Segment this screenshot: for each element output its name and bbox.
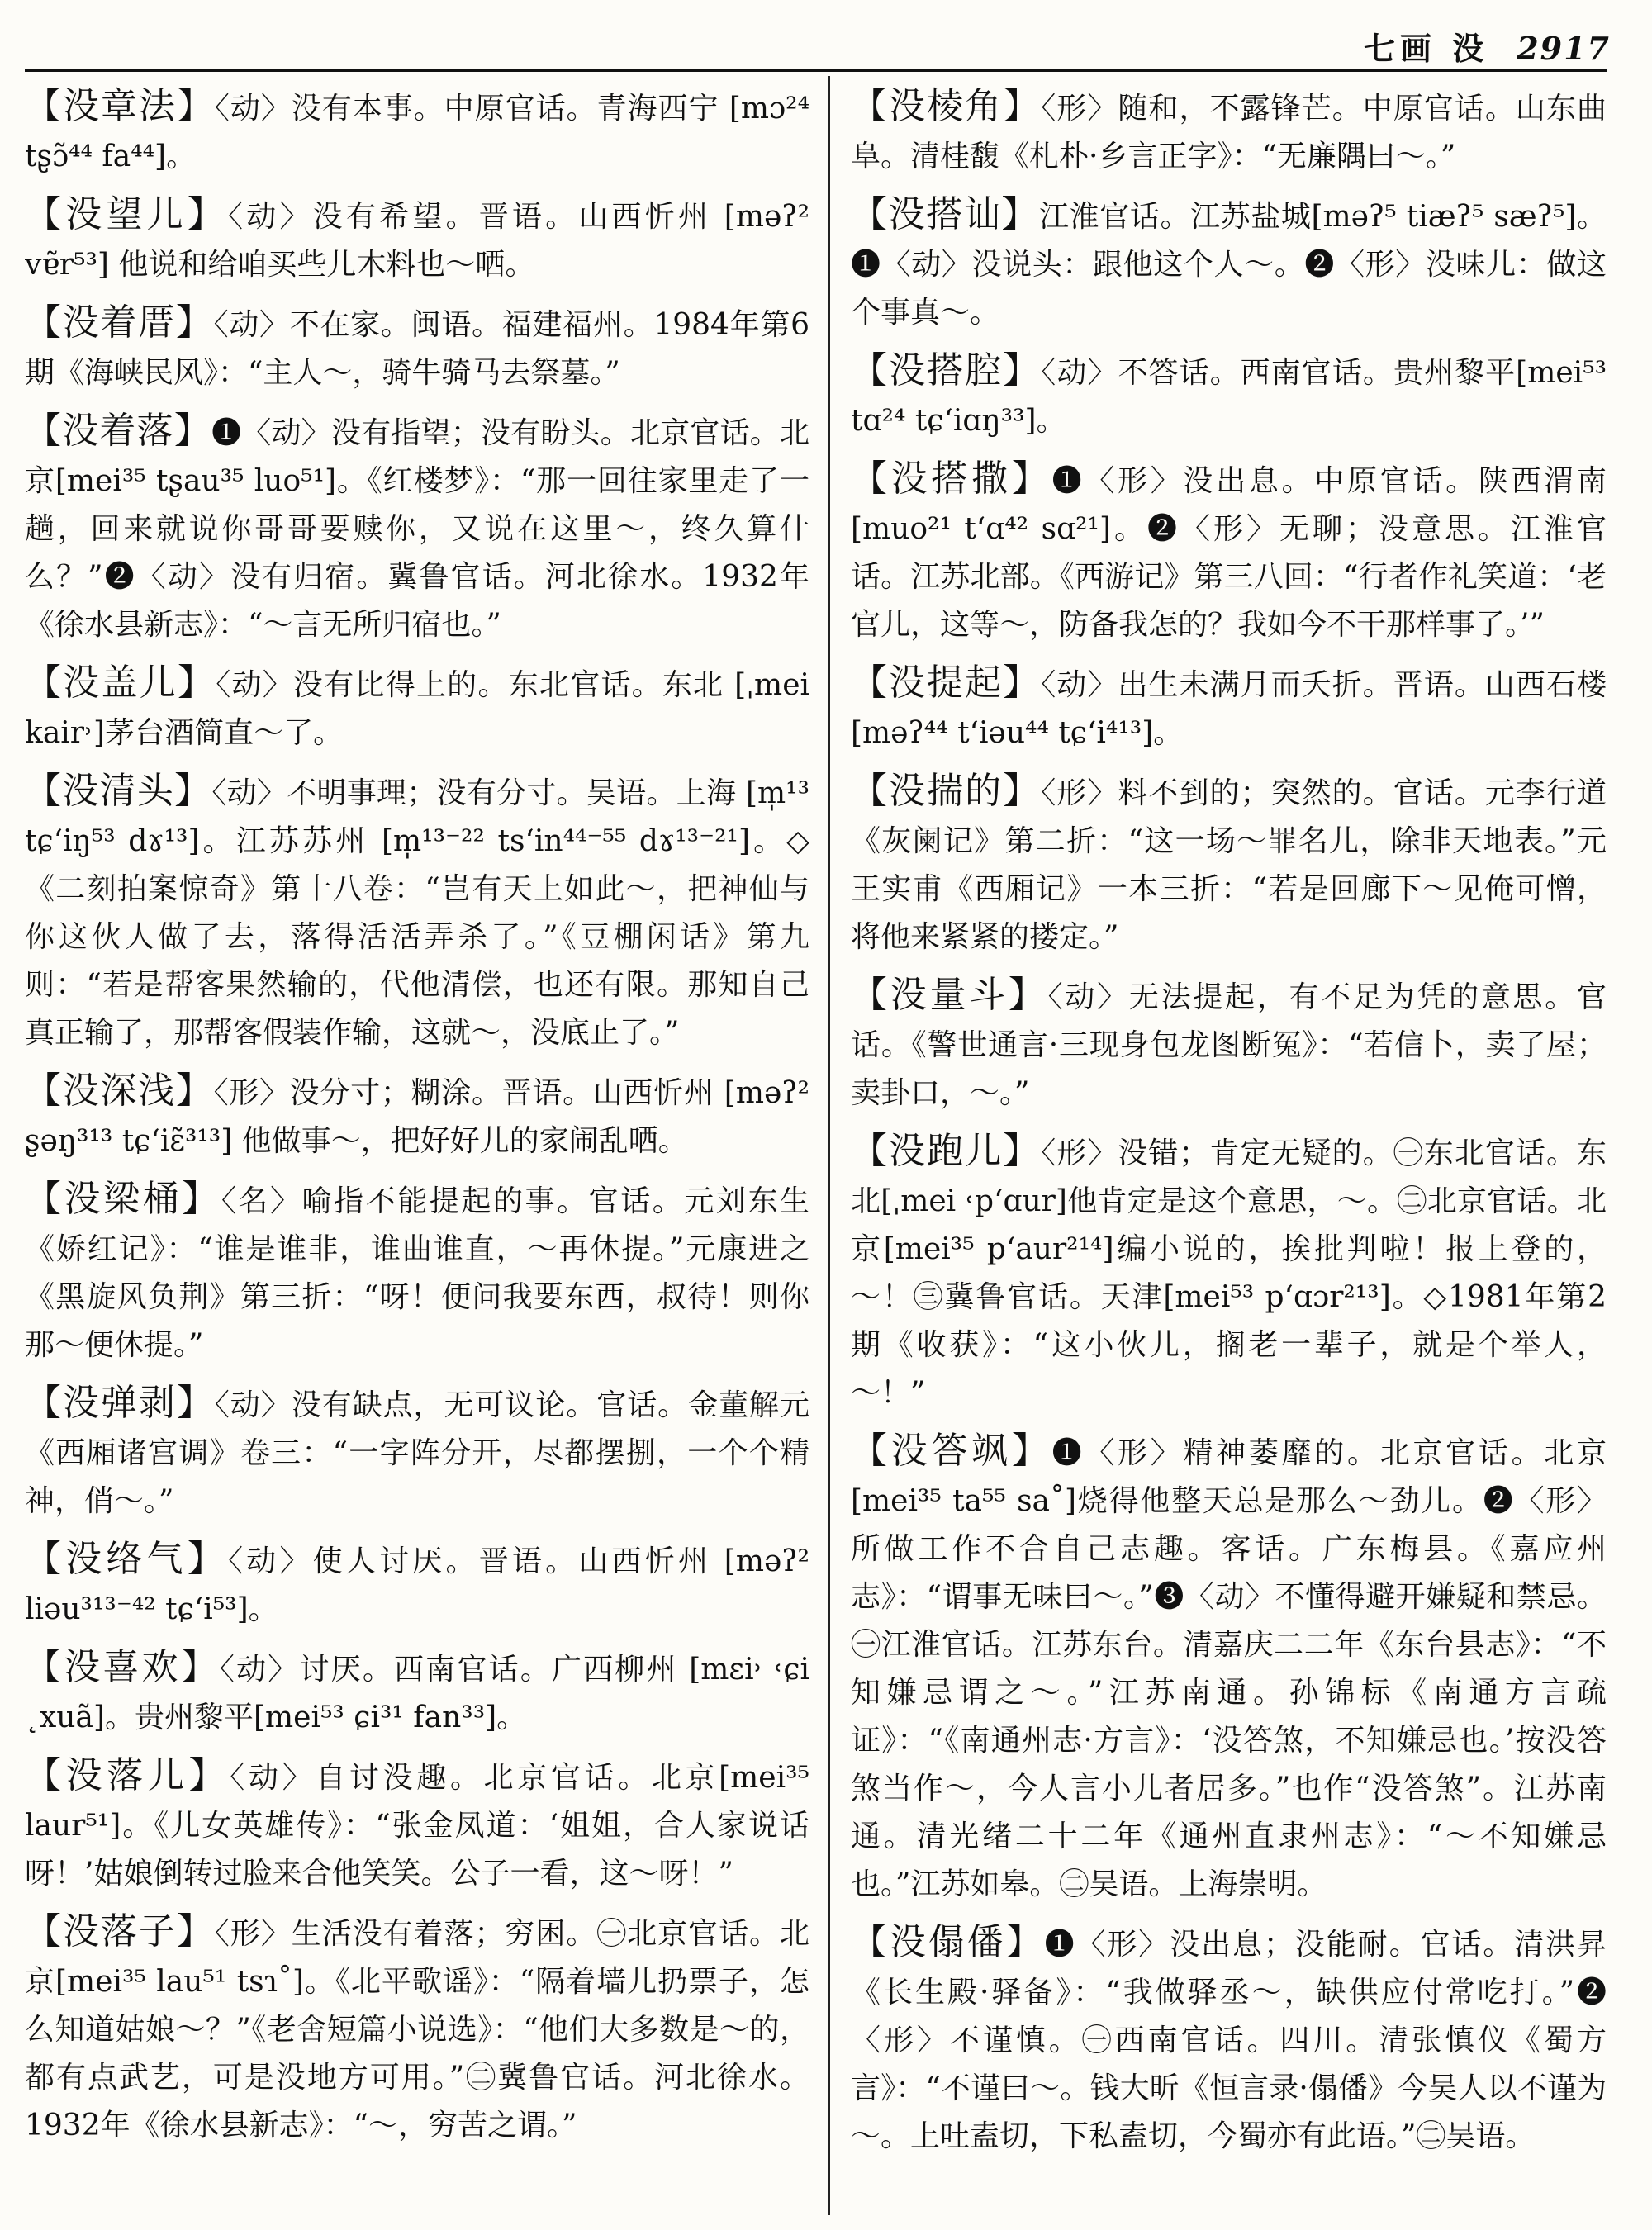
headword: 【 没跑儿 】 bbox=[851, 1130, 1041, 1172]
entry bbox=[25, 659, 809, 757]
headword: 【 没傝僠 】 bbox=[851, 1921, 1045, 1963]
entry bbox=[851, 83, 1607, 181]
headword: 【 没搭讪 】 bbox=[851, 193, 1039, 235]
entry bbox=[851, 971, 1607, 1117]
definition: ❶〈动〉没有指望；没有盼头。北京官话。北京[mei³⁵ tʂau³⁵ luo⁵¹]。《红楼梦》：“那一回往家里走了一趟，回来就说你哥哥要赎你，又说在这里～，终久算什么？”❷〈动〉没有归宿。冀鲁官话。河北徐水。1932年《徐水县新志》：“～言无所归宿也。” bbox=[25, 416, 809, 642]
headword: 【 没梁桶 】 bbox=[25, 1178, 221, 1220]
entry bbox=[25, 1379, 809, 1525]
definition: 〈动〉不答话。西南官话。贵州黎平[mei⁵³ tɑ²⁴ tɕʻiɑŋ³³]。 bbox=[851, 356, 1607, 438]
headword: 【 没弹剥 】 bbox=[25, 1382, 215, 1424]
left-column bbox=[25, 83, 809, 2218]
page-header bbox=[1264, 23, 1611, 67]
definition: 〈动〉不明事理；没有分寸。吴语。上海 [m̩¹³ tɕʻiŋ⁵³ dɤ¹³]。江苏苏州 [m̩¹³⁻²² tsʻin⁴⁴⁻⁵⁵ dɤ¹³⁻²¹]。◇《二刻拍案惊奇》第十八卷：“岂有天上如此～，把神仙与你这伙人做了去，落得活活弄杀了。”《豆棚闲话》第九则：“若是帮客果然输的，代他清偿，也还有限。那知自己真正输了，那帮客假装作输，这就～，没底止了。” bbox=[25, 776, 809, 1050]
definition: 江淮官话。江苏盐城[məʔ⁵ tiæʔ⁵ sæʔ⁵]。❶〈动〉没说头：跟他这个人～。❷〈形〉没味儿：做这个事真～。 bbox=[851, 200, 1607, 330]
definition: 〈名〉喻指不能提起的事。官话。元刘东生《娇红记》：“谁是谁非，谁曲谁直，～再休提。”元康进之《黑旋风负荆》第三折：“呀！便问我要东西，叔待！则你那～便休提。” bbox=[25, 1184, 809, 1362]
headword: 【 没盖儿 】 bbox=[25, 662, 216, 704]
page-number: 2917 bbox=[1517, 30, 1611, 67]
entry bbox=[25, 191, 809, 289]
entry bbox=[25, 1752, 809, 1898]
headword: 【 没量斗 】 bbox=[851, 974, 1048, 1016]
headword: 【 没落子 】 bbox=[25, 1910, 215, 1952]
definition: 〈形〉随和，不露锋芒。中原官话。山东曲阜。清桂馥《札朴·乡言正字》：“无廉隅曰～。” bbox=[851, 92, 1607, 173]
header-rule bbox=[25, 69, 1607, 72]
definition: 〈形〉没分寸；糊涂。晋语。山西忻州 [məʔ² ʂəŋ³¹³ tɕʻiɛ̃³¹³] 他做事～，把好好儿的家闹乱哂。 bbox=[25, 1076, 809, 1158]
section-label: 七画 没 bbox=[1364, 30, 1489, 67]
entry bbox=[851, 1427, 1607, 1909]
definition: 〈动〉没有希望。晋语。山西忻州 [məʔ² vɐ̃r⁵³] 他说和给咱买些儿木料也～哂。 bbox=[25, 200, 809, 282]
headword: 【 没着落 】 bbox=[25, 410, 211, 452]
definition: ❶〈形〉精神萎靡的。北京官话。北京[mei³⁵ ta⁵⁵ sa˚]烧得他整天总是那么～劲儿。❷〈形〉所做工作不合自己志趣。客话。广东梅县。《嘉应州志》：“谓事无味曰～。”❸〈动〉不懂得避开嫌疑和禁忌。㊀江淮官话。江苏东台。清嘉庆二二年《东台县志》：“不知嫌忌谓之～。”江苏南通。孙锦标《南通方言疏证》：“《南通州志·方言》：‘没答煞，不知嫌忌也。’按没答煞当作～，今人言小儿者居多。”也作“没答煞”。江苏南通。清光绪二十二年《通州直隶州志》：“～不知嫌忌也。”江苏如皋。㊁吴语。上海崇明。 bbox=[851, 1436, 1607, 1901]
definition: 〈动〉不在家。闽语。福建福州。1984年第6期《海峡民风》：“主人～，骑牛骑马去祭墓。” bbox=[25, 308, 809, 390]
definition: 〈动〉没有缺点，无可议论。官话。金董解元《西厢诸宫调》卷三：“一字阵分开，尽都摆捌，一个个精神，俏～。” bbox=[25, 1388, 809, 1518]
entry bbox=[25, 1908, 809, 2150]
entry bbox=[25, 1644, 809, 1742]
entry bbox=[25, 1535, 809, 1634]
definition: 〈动〉无法提起，有不足为凭的意思。官话。《警世通言·三现身包龙图断冤》：“若信卜，卖了屋；卖卦口，～。” bbox=[851, 980, 1607, 1110]
headword: 【 没棱角 】 bbox=[851, 85, 1041, 127]
entry bbox=[25, 1175, 809, 1369]
headword: 【 没清头 】 bbox=[25, 770, 211, 812]
headword: 【 没深浅 】 bbox=[25, 1070, 214, 1112]
right-column bbox=[851, 83, 1607, 2218]
headword: 【 没落儿 】 bbox=[25, 1754, 230, 1796]
headword: 【 没答飒 】 bbox=[851, 1430, 1052, 1472]
headword: 【 没搭腔 】 bbox=[851, 349, 1041, 391]
column-divider bbox=[828, 76, 830, 2215]
entry bbox=[851, 347, 1607, 445]
entry bbox=[851, 659, 1607, 757]
headword: 【 没章法 】 bbox=[25, 85, 215, 127]
headword: 【 没络气 】 bbox=[25, 1538, 228, 1580]
headword: 【 没着厝 】 bbox=[25, 301, 214, 344]
definition: 〈形〉料不到的；突然的。官话。元李行道《灰阑记》第二折：“这一场～罪名儿，除非天地表。”元王实甫《西厢记》一本三折：“若是回廊下～见俺可憎，将他来紧紧的搂定。” bbox=[851, 776, 1607, 954]
definition: 〈动〉没有本事。中原官话。青海西宁 [mɔ²⁴ tʂɔ̃⁴⁴ fa⁴⁴]。 bbox=[25, 92, 809, 173]
definition: 〈形〉生活没有着落；穷困。㊀北京官话。北京[mei³⁵ lau⁵¹ tsɿ˚]。《北平歌谣》：“隔着墙儿扔票子，怎么知道姑娘～？”《老舍短篇小说选》：“他们大多数是～的，都有点武艺，可是没地方可用。”㊁冀鲁官话。河北徐水。1932年《徐水县新志》：“～，穷苦之谓。” bbox=[25, 1917, 809, 2142]
entry bbox=[25, 83, 809, 181]
headword: 【 没揣的 】 bbox=[851, 770, 1041, 812]
entry bbox=[25, 1067, 809, 1165]
definition: 〈动〉自讨没趣。北京官话。北京[mei³⁵ laur⁵¹]。《儿女英雄传》：“张金凤道：‘姐姐，合人家说话呀！’姑娘倒转过脸来合他笑笑。公子一看，这～呀！” bbox=[25, 1761, 809, 1891]
headword: 【 没望儿 】 bbox=[25, 193, 228, 235]
definition: ❶〈形〉没出息。中原官话。陕西渭南 [muo²¹ tʻɑ⁴² sɑ²¹]。❷〈形〉无聊；没意思。江淮官话。江苏北部。《西游记》第三八回：“行者作礼笑道：‘老官儿，这等～，防备我怎的？我如今不干那样事了。’” bbox=[851, 464, 1607, 642]
entry bbox=[25, 767, 809, 1057]
entry bbox=[25, 299, 809, 397]
definition: 〈动〉讨厌。西南官话。广西柳州 [mɛi˒ ˓ɕi ˛xuã]。贵州黎平[mei⁵³ ɕi³¹ fan³³]。 bbox=[25, 1653, 809, 1734]
headword: 【 没搭撒 】 bbox=[851, 458, 1052, 500]
entry bbox=[851, 455, 1607, 649]
entry bbox=[851, 1919, 1607, 2161]
definition: 〈动〉没有比得上的。东北官话。东北 [ˌmei kair˒]茅台酒简直～了。 bbox=[25, 668, 809, 750]
entry bbox=[25, 407, 809, 649]
definition: 〈动〉使人讨厌。晋语。山西忻州 [məʔ² liəu³¹³⁻⁴² tɕʻi⁵³]。 bbox=[25, 1544, 809, 1626]
definition: ❶〈形〉没出息；没能耐。官话。清洪昇《长生殿·驿备》：“我做驿丞～，缺供应付常吃打。”❷〈形〉不谨慎。㊀西南官话。四川。清张慎仪《蜀方言》：“不谨曰～。钱大昕《恒言录·傝僠》今吴人以不谨为～。上吐盍切，下私盍切，今蜀亦有此语。”㊁吴语。 bbox=[851, 1928, 1607, 2153]
headword: 【 没喜欢 】 bbox=[25, 1646, 220, 1688]
entry bbox=[851, 767, 1607, 961]
headword: 【 没提起 】 bbox=[851, 662, 1041, 704]
definition: 〈动〉出生未满月而夭折。晋语。山西石楼 [məʔ⁴⁴ tʻiəu⁴⁴ tɕʻi⁴¹³]。 bbox=[851, 668, 1607, 750]
entry bbox=[851, 191, 1607, 337]
definition: 〈形〉没错；肯定无疑的。㊀东北官话。东北[ˌmei ˓pʻɑur]他肯定是这个意思，～。㊁北京官话。北京[mei³⁵ pʻaur²¹⁴]编小说的，挨批判啦！报上登的，～！㊂冀鲁官话。天津[mei⁵³ pʻɑɔr²¹³]。◇1981年第2期《收获》：“这小伙儿，搁老一辈子，就是个举人，～！” bbox=[851, 1136, 1607, 1410]
entry bbox=[851, 1127, 1607, 1417]
